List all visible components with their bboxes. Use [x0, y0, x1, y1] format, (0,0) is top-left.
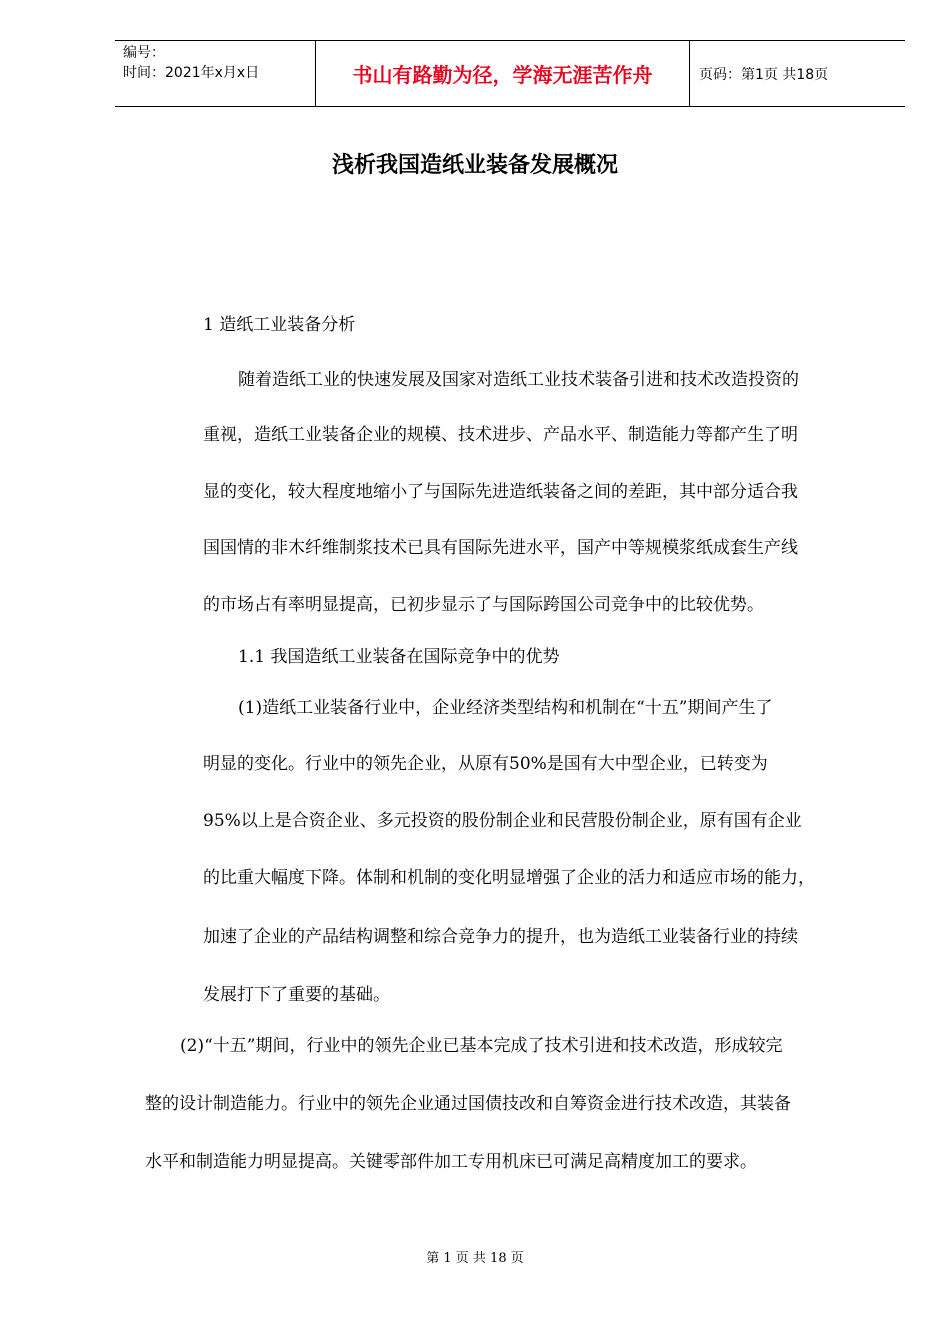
paragraph-1-line-1: 随着造纸工业的快速发展及国家对造纸工业技术装备引进和技术改造投资的 [238, 370, 799, 390]
paragraph-1-line-2: 重视，造纸工业装备企业的规模、技术进步、产品水平、制造能力等都产生了明 [203, 425, 798, 445]
paragraph-2-line-4: 的比重大幅度下降。体制和机制的变化明显增强了企业的活力和适应市场的能力， [203, 868, 815, 888]
paragraph-1-line-3: 显的变化，较大程度地缩小了与国际先进造纸装备之间的差距，其中部分适合我 [203, 482, 798, 502]
paragraph-1-line-5: 的市场占有率明显提高，已初步显示了与国际跨国公司竞争中的比较优势。 [203, 595, 764, 615]
section-1-1-heading: 1.1 我国造纸工业装备在国际竞争中的优势 [238, 647, 560, 667]
time-label: 时间：2021年x月x日 [123, 65, 260, 81]
header-motto-cell [316, 41, 690, 106]
number-label: 编号： [123, 45, 165, 61]
page-header [115, 40, 905, 107]
header-meta-cell [115, 41, 316, 106]
paragraph-2-line-6: 发展打下了重要的基础。 [203, 985, 390, 1005]
paragraph-1-line-4: 国国情的非木纤维制浆技术已具有国际先进水平，国产中等规模浆纸成套生产线 [203, 538, 798, 558]
paragraph-2-line-1: (1)造纸工业装备行业中，企业经济类型结构和机制在“十五”期间产生了 [238, 698, 773, 718]
page-info: 页码：第1页 共18页 [699, 66, 829, 83]
paragraph-3-line-2: 整的设计制造能力。行业中的领先企业通过国债技改和自筹资金进行技术改造，其装备 [145, 1094, 791, 1114]
header-page-cell [690, 41, 905, 106]
paragraph-3-line-3: 水平和制造能力明显提高。关键零部件加工专用机床已可满足高精度加工的要求。 [145, 1152, 757, 1172]
document-title: 浅析我国造纸业装备发展概况 [331, 152, 618, 178]
paragraph-2-line-2: 明显的变化。行业中的领先企业，从原有50%是国有大中型企业，已转变为 [203, 754, 768, 774]
page-footer: 第 1 页 共 18 页 [426, 1251, 524, 1266]
paragraph-2-line-3: 95%以上是合资企业、多元投资的股份制企业和民营股份制企业，原有国有企业 [203, 811, 802, 831]
paragraph-3-line-1: (2)“十五”期间，行业中的领先企业已基本完成了技术引进和技术改造，形成较完 [180, 1036, 783, 1056]
paragraph-2-line-5: 加速了企业的产品结构调整和综合竞争力的提升，也为造纸工业装备行业的持续 [203, 927, 798, 947]
section-1-heading: 1 造纸工业装备分析 [203, 315, 356, 335]
motto-text: 书山有路勤为径，学海无涯苦作舟 [352, 63, 653, 87]
